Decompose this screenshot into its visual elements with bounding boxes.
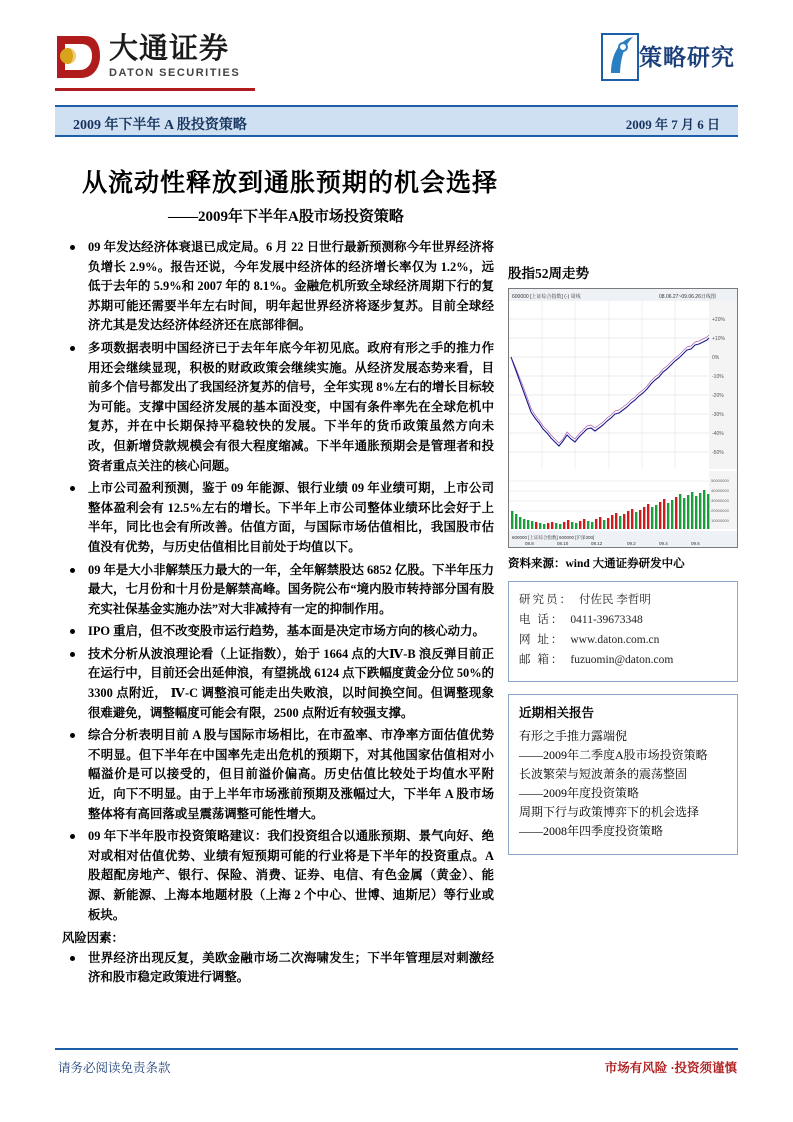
svg-text:08.12: 08.12	[591, 541, 603, 546]
summary-bullet-list	[62, 238, 494, 925]
list-item: 综合分析表明目前 A 股与国际市场相比，在市盈率、市净率方面估值优势不明显。但下半年在中国率先走出危机的预期下，对其他国家估值相对小幅溢价是可以接受的，但目前溢价偏高。历史估值比较处于均值水平附近，向下不明显。由于上半年市场涨前预期及涨幅过大，下半年 A 股市场整体将有高回落或呈震荡调整可能性增大。	[62, 726, 494, 824]
daton-logo-icon	[55, 34, 101, 80]
list-item: 多项数据表明中国经济已于去年年底今年初见底。政府有形之手的推力作用还会继续显现，积极的财政政策会继续实施。从经济发展态势来看，目前多个信号都发出了我国经济复苏的信号，全年实现 8%左右的增长目标较为可能。支撑中国经济发展的基本面没变，中国有条件率先在全球危机中复苏，并在中长期保持平稳较快的发展。下半年的货币政策虽然方向未改，但新增贷款规模会有很大程度缩减。下半年通胀预期会是管理者和投资者重点关注的核心问题。	[62, 339, 494, 476]
svg-text:0%: 0%	[712, 355, 720, 361]
report-period-title: 2009 年下半年 A 股投资策略	[73, 118, 247, 133]
brand-text	[109, 35, 240, 79]
svg-text:10000000: 10000000	[711, 518, 729, 523]
svg-text:600000 [上证综合指数] (-) 周线: 600000 [上证综合指数] (-) 周线	[512, 294, 581, 300]
contact-key: 网 址：	[519, 634, 565, 647]
list-item: 上市公司盈利预测，鉴于 09 年能源、银行业绩 09 年业绩可期，上市公司整体盈利会有 12.5%左右的增长。下半年上市公司整体业绩环比会好于上半年，同比也会有所改善。估值方面，与国际市场估值相比，我国股市估值没有优势，与历史估值相比目前处于均值以下。	[62, 479, 494, 557]
list-item: 09 年发达经济体衰退已成定局。6 月 22 日世行最新预测称今年世界经济将负增长 2.9%。报告还说，今年发展中经济体的经济增长率仅为 1.2%，远低于去年的 5.9%和 2007 年的 8.1%。金融危机所致全球经济周期下行的复苏期可能还需要半年左右时间，明年起世界经济将逐步复苏。目前全球经济尤其是发达经济体经济还在底部徘徊。	[62, 238, 494, 336]
svg-text:20000000: 20000000	[711, 508, 729, 513]
svg-text:50000000: 50000000	[711, 478, 729, 483]
svg-text:09.6: 09.6	[691, 541, 700, 546]
contact-key: 邮 箱：	[519, 654, 565, 667]
contact-key: 研究员：	[519, 594, 573, 606]
risk-section-label: 风险因素：	[62, 931, 124, 946]
badge-swoosh-icon	[607, 35, 637, 82]
svg-text:-50%: -50%	[712, 450, 724, 456]
list-item: IPO 重启，但不改变股市运行趋势，基本面是决定市场方向的核心动力。	[62, 622, 494, 642]
svg-text:600000 [上证综合指数] 600000 [沪深300: 600000 [上证综合指数] 600000 [沪深300]	[512, 535, 595, 540]
svg-text:+10%: +10%	[712, 336, 725, 342]
brand-name-cn: 大通证券	[109, 33, 230, 65]
svg-text:09.4: 09.4	[659, 541, 668, 546]
sidebar	[508, 262, 740, 855]
svg-text:08.8: 08.8	[525, 541, 534, 546]
brand-logo	[55, 34, 240, 80]
list-item[interactable]: 长波繁荣与短波萧条的震荡整固	[519, 766, 688, 781]
list-item: 09 年下半年股市投资策略建议：我们投资组合以通胀预期、景气向好、绝对或相对估值优势、业绩有短预期可能的行业将是下半年的投资重点。A 股超配房地产、银行、保险、消费、证券、电信、有色金属（黄金）、能源、新能源、上海本地题材股（上海 2 个中心、世博、迪斯尼）等行业或板块。	[62, 827, 494, 925]
list-item[interactable]: ——2009年二季度A股市场投资策略	[519, 747, 708, 762]
list-item[interactable]: 有形之手推力露端倪	[519, 728, 628, 743]
svg-text:40000000: 40000000	[711, 488, 729, 493]
list-item[interactable]: ——2008年四季度投资策略	[519, 824, 664, 839]
list-item: 09 年是大小非解禁压力最大的一年，全年解禁股达 6852 亿股。下半年压力最大，七月份和十月份是解禁高峰。国务院公布“境内股市转持部分国有股充实社保基金实施办法”对大非减持有一定的抑制作用。	[62, 561, 494, 620]
contact-row-phone	[519, 610, 727, 630]
contact-row-analyst	[519, 590, 727, 610]
svg-text:+20%: +20%	[712, 317, 725, 323]
svg-text:09.2: 09.2	[627, 541, 636, 546]
page-header	[0, 0, 793, 105]
svg-text:08.06.27~09.06.26日线图: 08.06.27~09.06.26日线图	[659, 294, 716, 300]
footer-disclaimer: 请务必阅读免责条款	[58, 1061, 171, 1075]
chart-source: 资料来源：wind 大通证券研发中心	[508, 558, 685, 570]
report-titlebar	[55, 105, 738, 137]
svg-text:-20%: -20%	[712, 393, 724, 399]
footer-risk-note: 市场有风险 ·投资须谨慎	[604, 1061, 737, 1075]
contact-row-website[interactable]	[519, 630, 727, 650]
list-item: 技术分析从波浪理论看（上证指数），始于 1664 点的大Ⅳ-B 浪反弹目前正在运行中，目前还会出延伸浪，有望挑战 6124 点下跌幅度黄金分位 50%的 3300 点附近， Ⅳ-C 调整浪可能走出失败浪，以时间换空间。但调整现象很难避免，调整幅度可能会有限，2500 点附近有较强支撑。	[62, 645, 494, 723]
chart-title: 股指52周走势	[508, 266, 589, 281]
svg-text:08.10: 08.10	[557, 541, 569, 546]
contact-panel	[508, 581, 738, 682]
contact-value[interactable]: fuzuomin@daton.com	[570, 654, 674, 667]
contact-key: 电 话：	[519, 614, 565, 627]
badge-label: 策略研究	[639, 45, 735, 70]
svg-text:-30%: -30%	[712, 412, 724, 418]
research-badge	[601, 33, 751, 79]
related-reports-title: 近期相关报告	[519, 705, 595, 720]
brand-name-en: DATON SECURITIES	[109, 67, 241, 79]
index-52week-chart	[508, 288, 738, 548]
brand-underline	[55, 88, 255, 91]
footer-divider	[55, 1048, 738, 1050]
page-subtitle: ——2009年下半年A股市场投资策略	[168, 209, 404, 225]
report-date: 2009 年 7 月 6 日	[625, 117, 720, 132]
svg-text:30000000: 30000000	[711, 498, 729, 503]
contact-value[interactable]: www.daton.com.cn	[570, 634, 660, 647]
list-item[interactable]: 周期下行与政策博弈下的机会选择	[519, 805, 700, 820]
contact-value: 付佐民 李哲明	[579, 594, 651, 606]
list-item: 世界经济出现反复，美欧金融市场二次海啸发生；下半年管理层对刺激经济和股市稳定政策进行调整。	[62, 949, 494, 988]
list-item[interactable]: ——2009年度投资策略	[519, 786, 640, 801]
svg-text:-10%: -10%	[712, 374, 724, 380]
related-reports-panel	[508, 694, 738, 855]
page-title: 从流动性释放到通胀预期的机会选择	[82, 170, 499, 197]
svg-text:-40%: -40%	[712, 431, 724, 437]
risk-bullet-list	[62, 949, 494, 988]
contact-value: 0411-39673348	[570, 614, 643, 627]
contact-row-email[interactable]	[519, 650, 727, 670]
main-body	[62, 238, 494, 991]
